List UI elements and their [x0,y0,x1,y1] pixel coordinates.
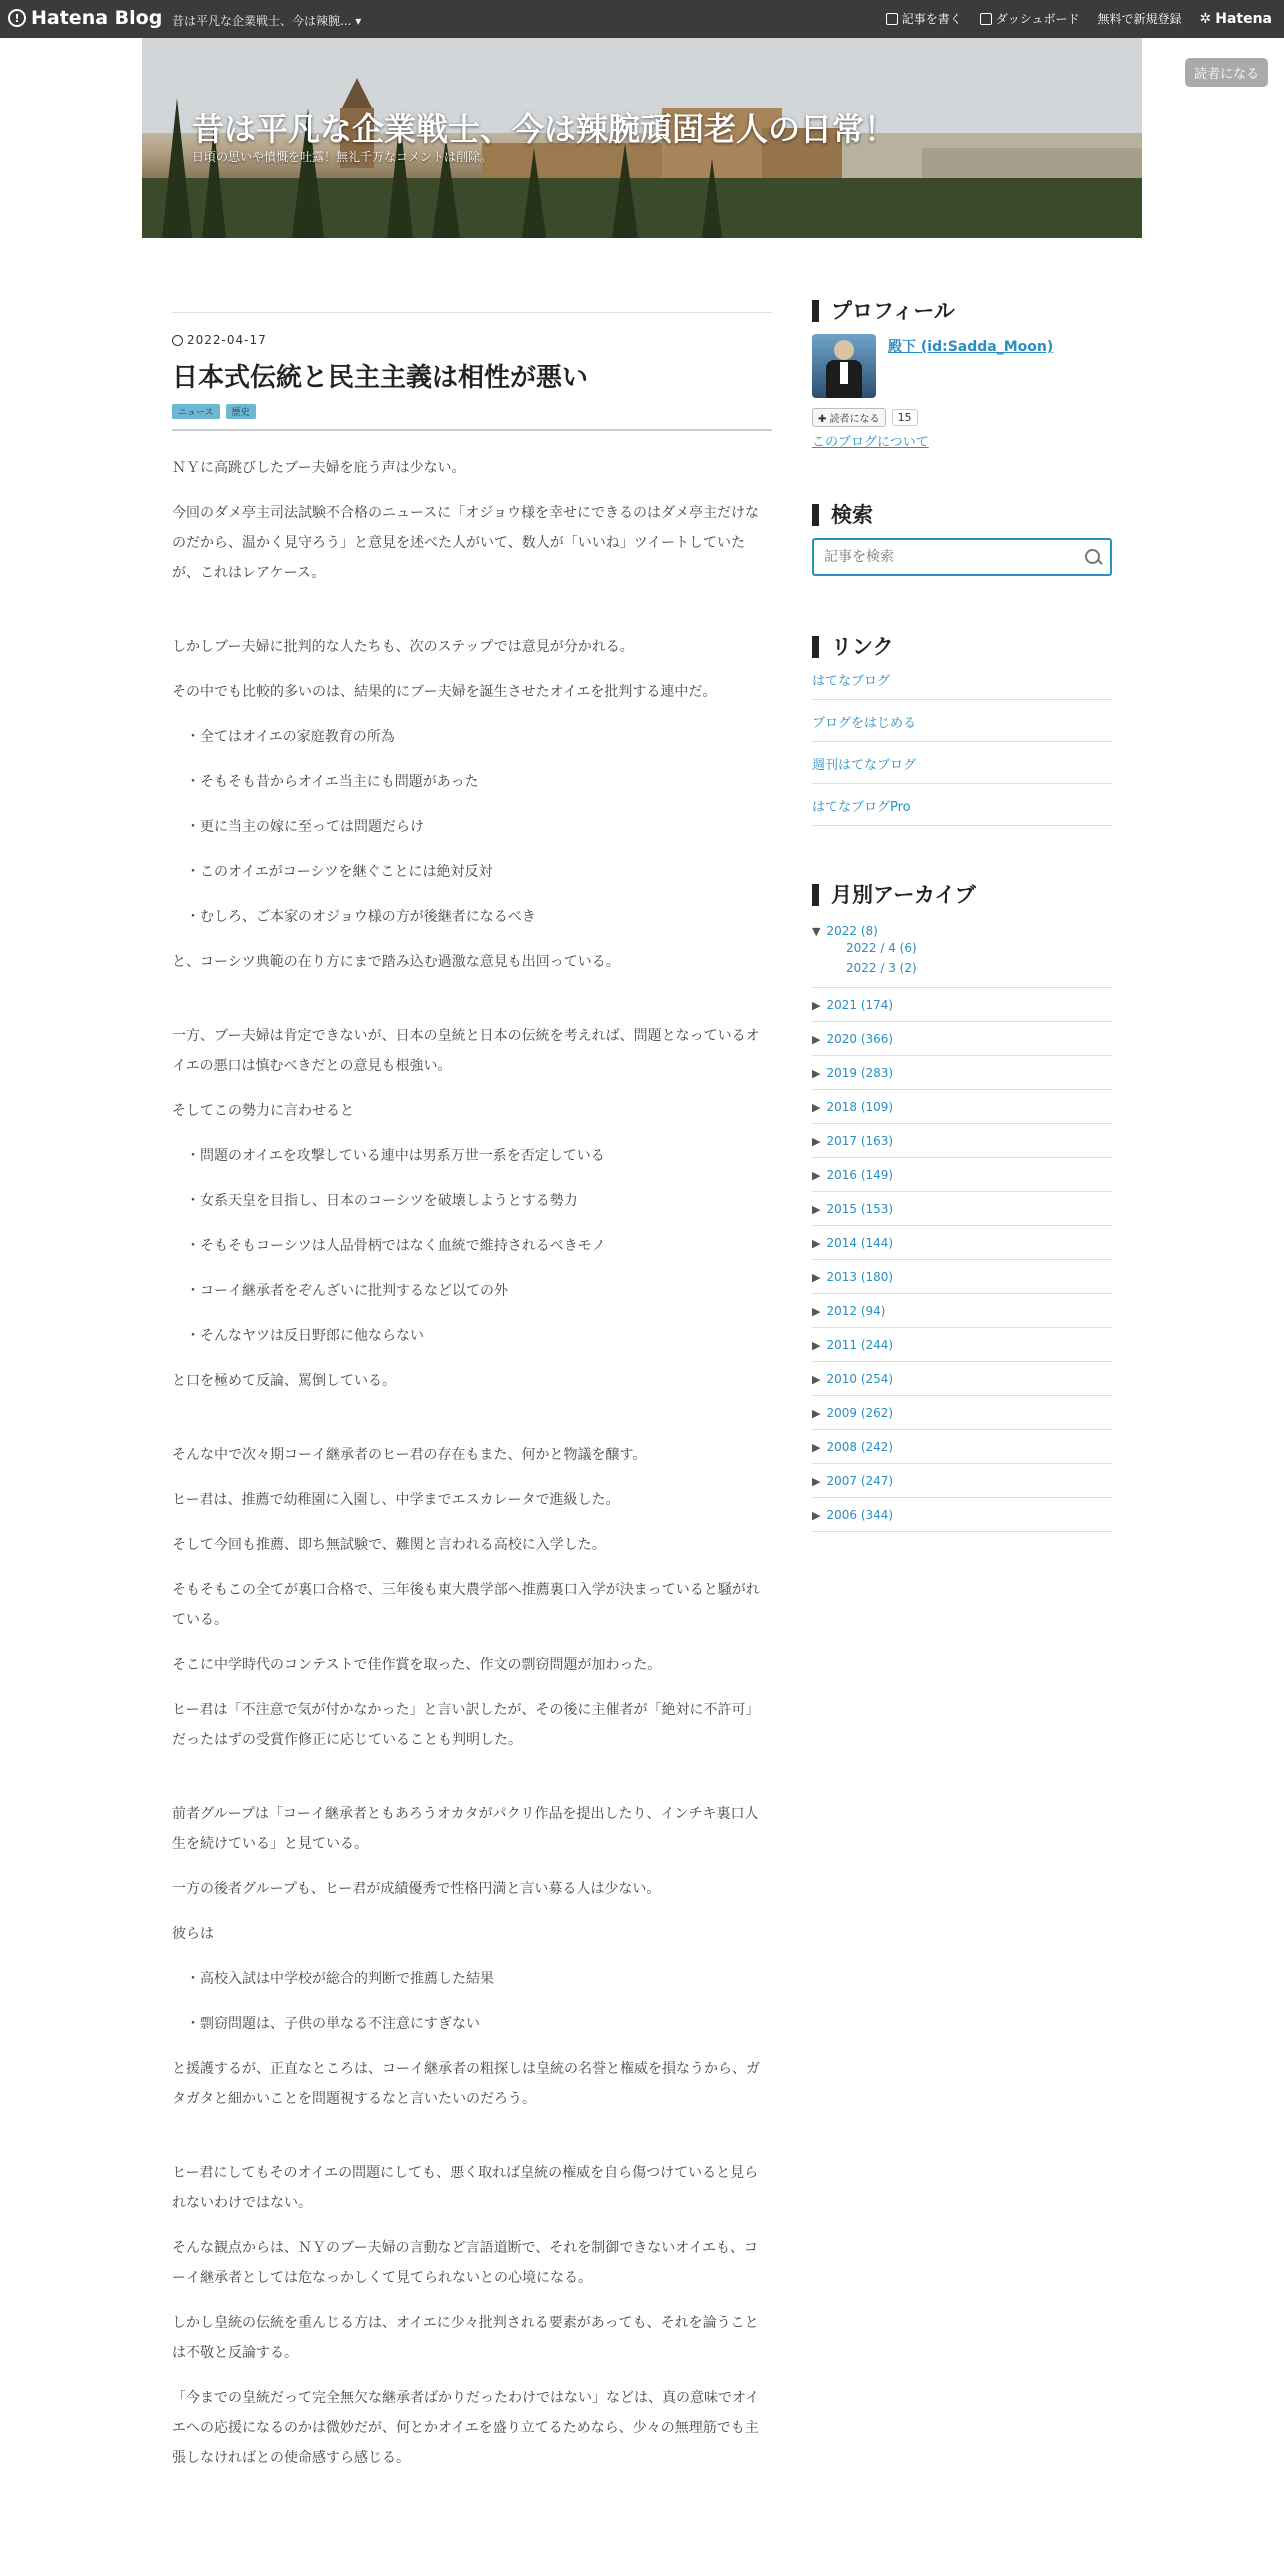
archive-year[interactable] [812,1060,1112,1090]
sidebar-link[interactable]: はてなブログ [812,670,1112,700]
triangle-right-icon: ▶ [812,1033,821,1046]
article-paragraph: ・剽窃問題は、子供の単なる不注意にすぎない [186,2016,480,2032]
archive-year[interactable] [812,1026,1112,1056]
article-title[interactable]: 日本式伝統と民主主義は相性が悪い [172,363,589,393]
article-paragraph: ヒー君は、推薦で幼稚園に入園し、中学までエスカレータで進級した。 [172,1492,620,1508]
subscribe-button[interactable]: 読者になる [1185,58,1268,87]
module-heading: 月別アーカイブ [812,884,1112,906]
subscriber-count: 15 [892,409,918,426]
hatena-logo-icon: ! [8,9,26,27]
archive-year-label: 2007 (247) [826,1474,894,1488]
triangle-right-icon: ▶ [812,1135,821,1148]
profile-name-link[interactable]: 殿下 (id:Sadda_Moon) [888,339,1054,355]
article-paragraph: と、コーシツ典範の在り方にまで踏み込む過激な意見も出回っている。 [172,954,620,970]
article-paragraph: 今回のダメ亭主司法試験不合格のニュースに「オジョウ様を幸せにできるのはダメ亭主だけなのだから、温かく見守ろう」と意見を述べた人がいて、数人が「いいね」ツイートしていたが、これはレアケース。 [172,505,760,581]
article-paragraph: 一方、ブー夫婦は肯定できないが、日本の皇統と日本の伝統を考えれば、問題となっているオイエの悪口は慎むべきだとの意見も根強い。 [172,1028,760,1074]
blog-selector-label: 昔は平凡な企業戦士、今は辣腕... [172,14,352,28]
signup-label: 無料で新規登録 [1097,12,1182,26]
triangle-right-icon: ▶ [812,999,821,1012]
search-icon[interactable] [1085,549,1100,564]
write-post-link[interactable] [886,10,962,27]
article-paragraph: そんな観点からは、ＮＹのブー夫婦の言動など言語道断で、それを制御できないオイエも、コーイ継承者としては危なっかしくて見てられないとの心境になる。 [172,2240,759,2286]
archive-module [812,884,1112,1532]
article-paragraph: ・高校入試は中学校が総合的判断で推薦した結果 [186,1971,494,1987]
archive-year-label: 2009 (262) [826,1406,894,1420]
triangle-down-icon: ▼ [812,925,821,938]
archive-list [812,918,1112,1532]
triangle-right-icon: ▶ [812,1101,821,1114]
blog-description: 日頃の思いや憤慨を吐露！無礼千万なコメントは削除。 [192,150,493,164]
date-text: 2022-04-17 [187,333,267,347]
archive-year-label: 2022 (8) [826,924,878,938]
article-paragraph: ・このオイエがコーシツを継ぐことには絶対反対 [186,864,493,880]
archive-year-label: 2015 (153) [826,1202,894,1216]
archive-year-label: 2020 (366) [826,1032,894,1046]
triangle-right-icon: ▶ [812,1339,821,1352]
links-module [812,636,1112,826]
signup-link[interactable] [1097,10,1181,27]
article-paragraph: そしてこの勢力に言わせると [172,1103,354,1119]
article-paragraph: ・そんなヤツは反日野郎に他ならない [186,1328,424,1344]
archive-year-label: 2019 (283) [826,1066,894,1080]
archive-year[interactable] [812,1162,1112,1192]
global-header [0,0,1284,38]
links-list [812,670,1112,826]
archive-year[interactable] [812,1468,1112,1498]
article-paragraph: 「今までの皇統だって完全無欠な継承者ばかりだったわけではない」などは、真の意味でオイエへの応援になるのかは微妙だが、何とかオイエを盛り立てるためなら、少々の無理筋でも主張しなければとの使命感すら感じる。 [172,2390,760,2466]
hatena-menu[interactable] [1200,11,1273,27]
archive-year[interactable] [812,1400,1112,1430]
triangle-right-icon: ▶ [812,1441,821,1454]
archive-year-label: 2016 (149) [826,1168,894,1182]
article-paragraph: ＮＹに高跳びしたブー夫婦を庇う声は少ない。 [172,460,466,476]
article-paragraph: そこに中学時代のコンテストで佳作賞を取った、作文の剽窃問題が加わった。 [172,1657,662,1673]
archive-year-label: 2013 (180) [826,1270,894,1284]
article-paragraph: ・そもそもコーシツは人品骨柄ではなく血統で維持されるべきモノ [186,1238,606,1254]
archive-year[interactable] [812,1366,1112,1396]
archive-month-link[interactable]: 2022 / 3 (2) [846,961,917,975]
archive-year-label: 2018 (109) [826,1100,894,1114]
blog-title[interactable]: 昔は平凡な企業戦士、今は辣腕頑固老人の日常！ [192,110,897,148]
article-paragraph: ・問題のオイエを攻撃している連中は男系万世一系を否定している [186,1148,605,1164]
archive-year[interactable] [812,1502,1112,1532]
article-body [172,453,772,2473]
article-paragraph: しかし皇統の伝統を重んじる方は、オイエに少々批判される要素があっても、それを論うことは不敬と反論する。 [172,2315,759,2361]
archive-year[interactable] [812,1196,1112,1226]
triangle-right-icon: ▶ [812,1475,821,1488]
triangle-right-icon: ▶ [812,1509,821,1522]
module-heading: リンク [812,636,1112,658]
article-paragraph: ・コーイ継承者をぞんざいに批判するなど以ての外 [186,1283,508,1299]
avatar[interactable] [812,334,876,398]
article-paragraph: と口を極めて反論、罵倒している。 [172,1373,396,1389]
article [172,312,772,2488]
article-paragraph: そして今回も推薦、即ち無試験で、難関と言われる高校に入学した。 [172,1537,606,1553]
divider [172,312,772,313]
archive-year-label: 2008 (242) [826,1440,894,1454]
archive-year[interactable] [812,1128,1112,1158]
article-paragraph: 彼らは [172,1926,214,1942]
archive-year-label: 2012 (94) [826,1304,886,1318]
chevron-down-icon: ▾ [355,14,362,28]
triangle-right-icon: ▶ [812,1169,821,1182]
triangle-right-icon: ▶ [812,1271,821,1284]
article-paragraph: ヒー君にしてもそのオイエの問題にしても、悪く取れば皇統の権威を自ら傷つけていると見られないわけではない。 [172,2165,759,2211]
triangle-right-icon: ▶ [812,1237,821,1250]
archive-year[interactable] [812,1332,1112,1362]
profile-module [812,300,1112,450]
dashboard-label: ダッシュボード [995,12,1080,26]
archive-year-expanded[interactable] [812,918,1112,988]
search-module [812,504,1112,576]
plus-icon: ✚ [818,414,830,425]
archive-year-label: 2017 (163) [826,1134,894,1148]
logo-text: Hatena Blog [31,7,163,29]
archive-year[interactable] [812,1298,1112,1328]
archive-year[interactable] [812,992,1112,1022]
sidebar [812,300,1112,1536]
triangle-right-icon: ▶ [812,1373,821,1386]
about-blog-link[interactable]: このブログについて [812,435,929,450]
write-post-label: 記事を書く [901,12,962,26]
hatena-icon: ✲ [1199,10,1212,27]
article-paragraph: ・そもそも昔からオイエ当主にも問題があった [186,774,479,790]
article-paragraph: ヒー君は「不注意で気が付かなかった」と言い訳したが、その後に主催者が「絶対に不許可」だったはずの受賞作修正に応じていることも判明した。 [172,1702,760,1748]
blog-header-banner [142,38,1142,238]
search-input[interactable] [822,540,1066,574]
blog-selector[interactable] [172,12,361,29]
clock-icon [172,335,183,346]
article-paragraph: ・むしろ、ご本家のオジョウ様の方が後継者になるべき [186,909,536,925]
article-paragraph: ・全てはオイエの家庭教育の所為 [186,729,395,745]
archive-year-label: 2006 (344) [826,1508,894,1522]
archive-year[interactable] [812,1264,1112,1294]
triangle-right-icon: ▶ [812,1203,821,1216]
module-heading: プロフィール [812,300,1112,322]
archive-year[interactable] [812,1434,1112,1464]
search-box [812,538,1112,576]
hatena-blog-logo[interactable] [8,7,162,29]
archive-year-label: 2010 (254) [826,1372,894,1386]
category-tag[interactable]: ニュース [172,404,220,419]
article-paragraph: そんな中で次々期コーイ継承者のヒー君の存在もまた、何かと物議を醸す。 [172,1447,647,1463]
hatena-label: Hatena [1215,10,1272,27]
dashboard-link[interactable] [980,10,1080,27]
dashboard-icon [980,13,992,25]
archive-month-link[interactable]: 2022 / 4 (6) [846,941,917,955]
sidebar-link[interactable]: はてなブログPro [812,796,1112,826]
archive-year-label: 2011 (244) [826,1338,894,1352]
sidebar-link[interactable]: ブログをはじめる [812,712,1112,742]
article-paragraph: 一方の後者グループも、ヒー君が成績優秀で性格円満と言い募る人は少ない。 [172,1881,661,1897]
article-paragraph: 前者グループは「コーイ継承者ともあろうオカタがパクリ作品を提出したり、インチキ裏口人生を続けている」と見ている。 [172,1806,759,1852]
article-date[interactable] [172,333,772,347]
sidebar-link[interactable]: 週刊はてなブログ [812,754,1112,784]
triangle-right-icon: ▶ [812,1067,821,1080]
module-heading: 検索 [812,504,1112,526]
triangle-right-icon: ▶ [812,1305,821,1318]
article-paragraph: その中でも比較的多いのは、結果的にブー夫婦を誕生させたオイエを批判する連中だ。 [172,684,717,700]
article-paragraph: と援護するが、正直なところは、コーイ継承者の粗探しは皇統の名誉と権威を損なうから、ガタガタと細かいことを問題視するなと言いたいのだろう。 [172,2061,760,2107]
article-paragraph: そもそもこの全てが裏口合格で、三年後も東大農学部へ推薦裏口入学が決まっていると騒がれている。 [172,1582,760,1628]
archive-year[interactable] [812,1094,1112,1124]
category-tags [172,404,772,431]
archive-year-label: 2021 (174) [826,998,894,1012]
article-paragraph: しかしブー夫婦に批判的な人たちも、次のステップでは意見が分かれる。 [172,639,634,655]
archive-year[interactable] [812,1230,1112,1260]
triangle-right-icon: ▶ [812,1407,821,1420]
category-tag[interactable]: 歴史 [226,404,256,419]
edit-icon [886,13,898,25]
profile-subscribe-label: 読者になる [829,414,880,425]
article-paragraph: ・女系天皇を目指し、日本のコーシツを破壊しようとする勢力 [186,1193,578,1209]
article-paragraph: ・更に当主の嫁に至っては問題だらけ [186,819,424,835]
archive-year-label: 2014 (144) [826,1236,894,1250]
profile-subscribe-button[interactable] [812,408,886,427]
